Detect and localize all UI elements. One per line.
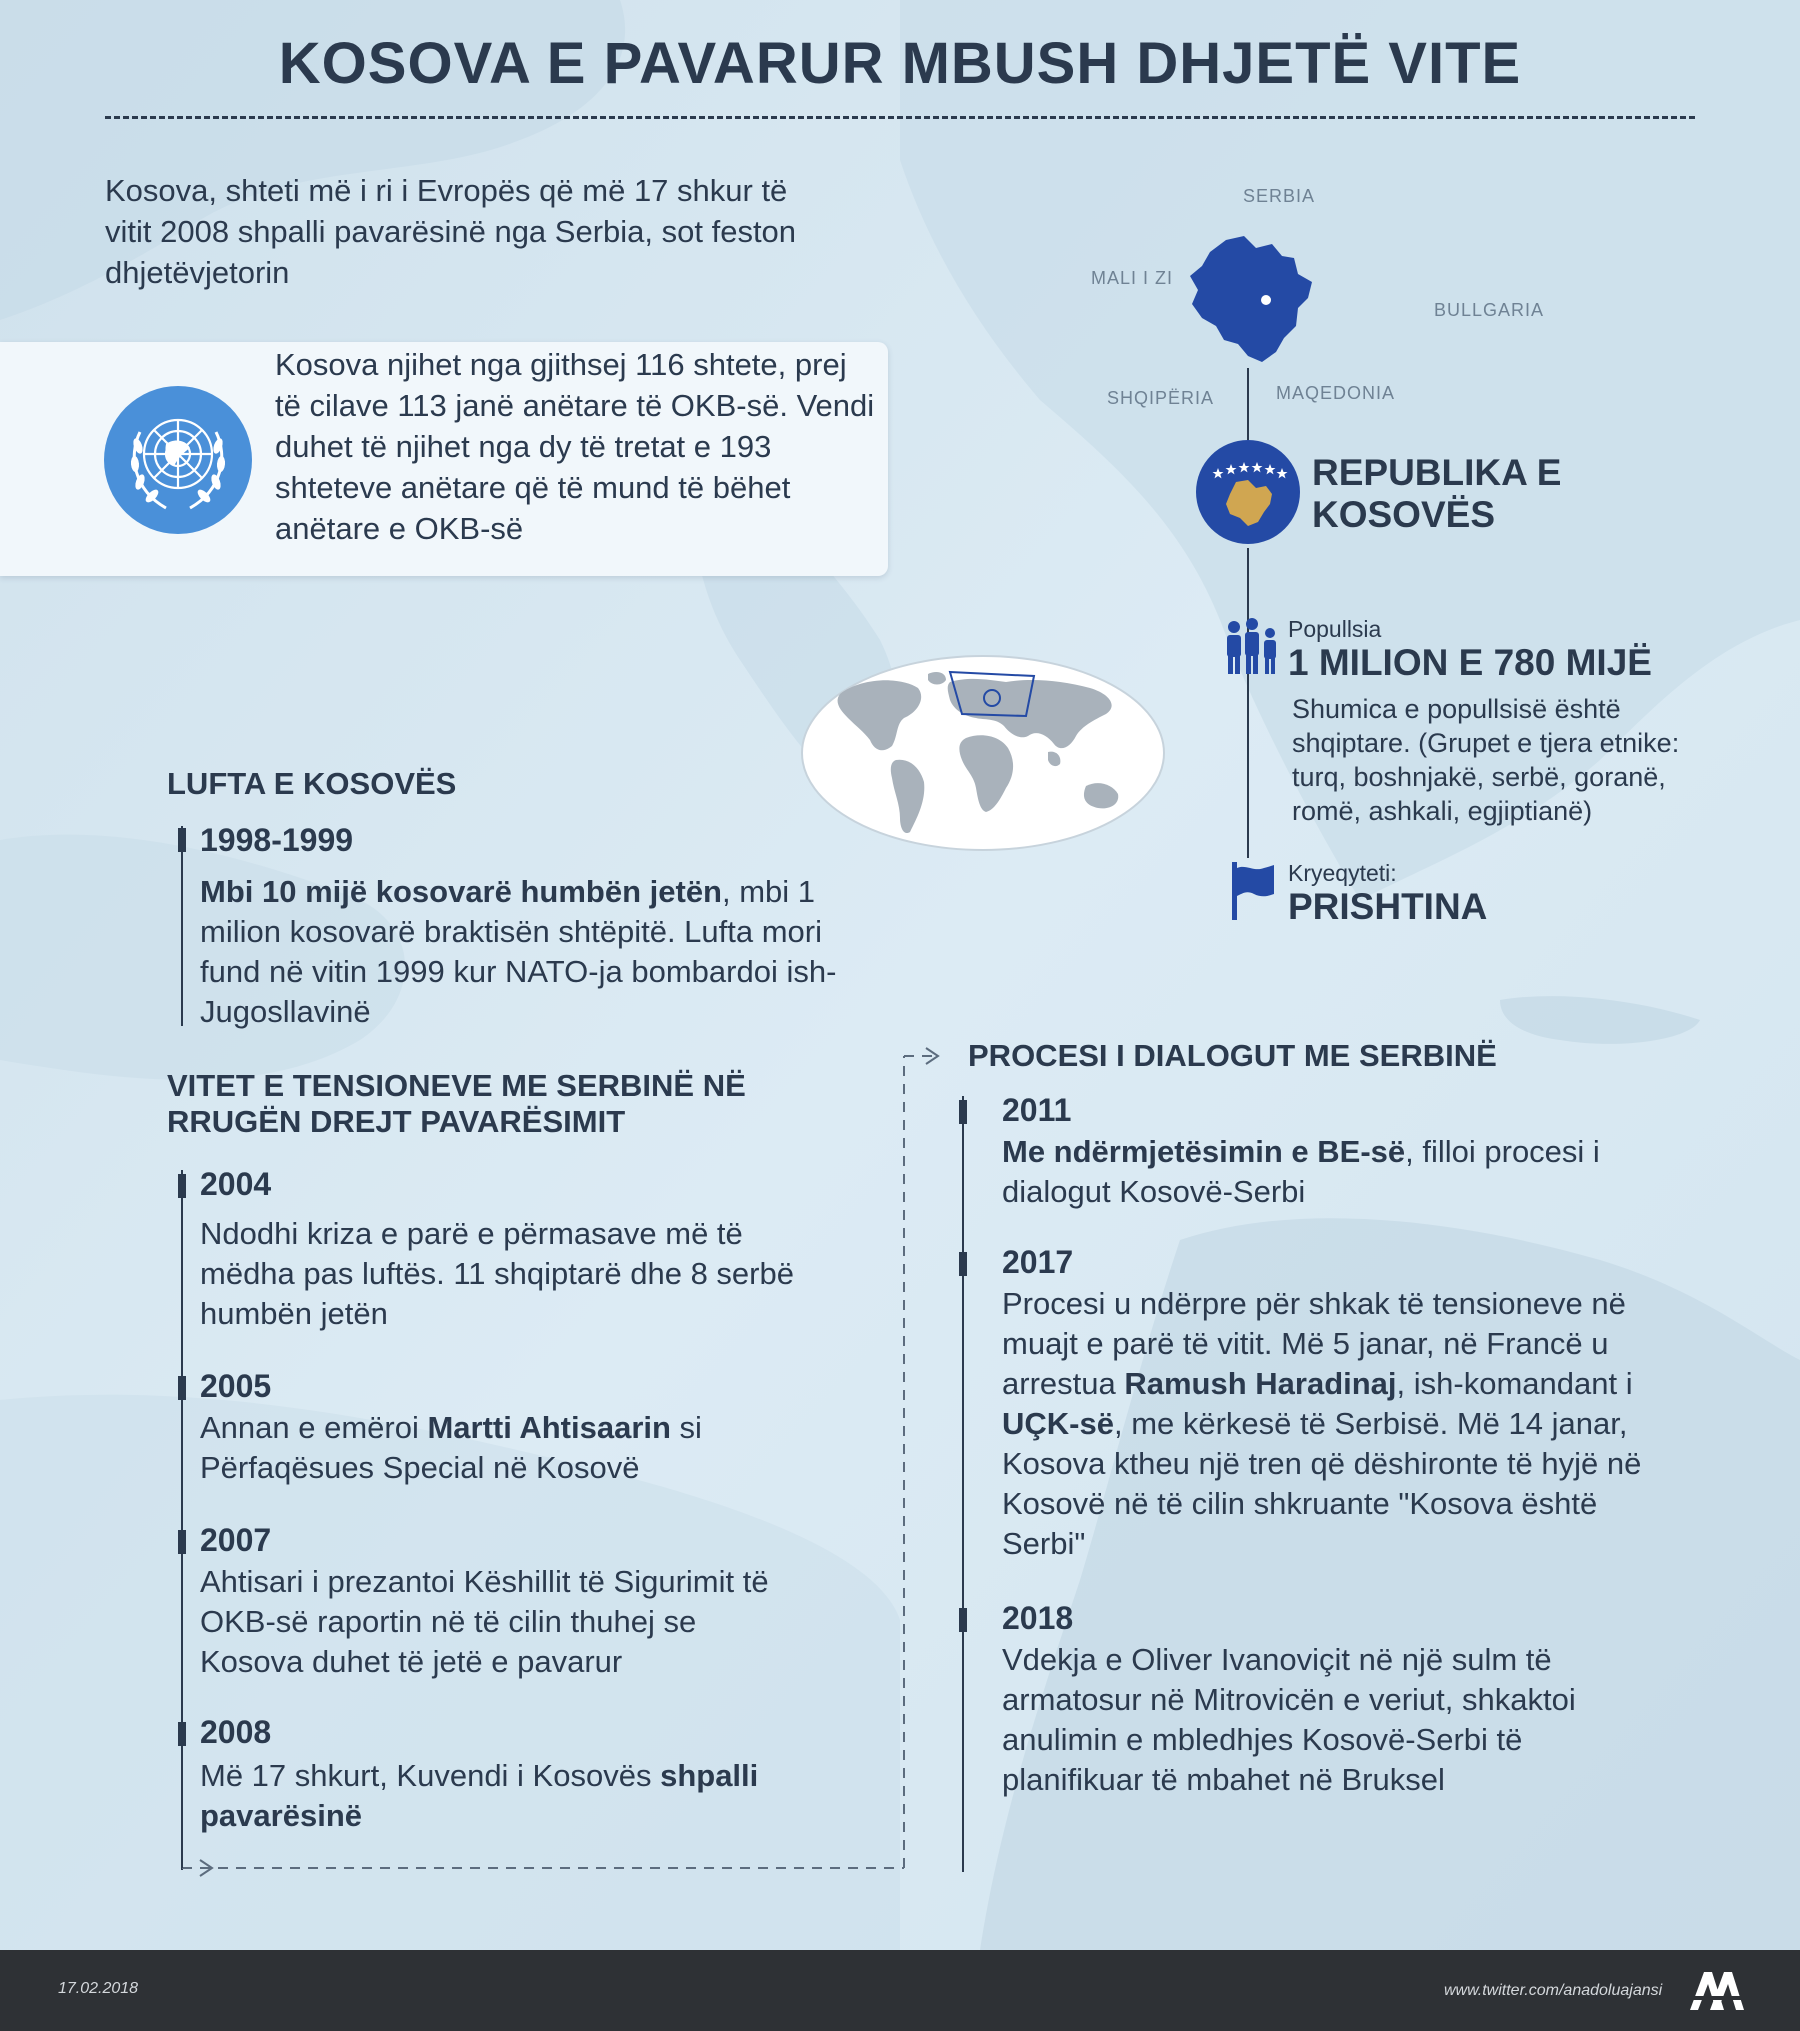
world-map-icon — [800, 654, 1166, 852]
event-2007-text: Ahtisari i prezantoi Këshillit të Sigurimit të OKB-së raportin në të cilin thuhej se Kosova duhet të jetë e pavarur — [200, 1564, 769, 1679]
flag-icon — [1230, 860, 1276, 922]
population-note: Shumica e popullsisë është shqiptare. (Grupet e tjera etnike: turq, boshnjakë, serbë, goranë, romë, ashkali, egjiptianë) — [1292, 694, 1680, 826]
timeline-marker — [959, 1100, 967, 1124]
profile-connector-bottom — [1247, 548, 1249, 858]
timeline-marker — [959, 1252, 967, 1276]
tension-heading-line1: VITET E TENSIONEVE ME SERBINË NË — [167, 1068, 746, 1103]
event-2017-text-b1: Ramush Haradinaj — [1124, 1366, 1397, 1401]
war-text — [200, 872, 840, 1032]
un-recognition-text: Kosova njihet nga gjithsej 116 shtete, prej të cilave 113 janë anëtare të OKB-së. Vendi duhet të njihet nga dy të tretat e 193 shteteve anëtare që të mund të bëhet anëtare e OKB-së — [275, 347, 875, 546]
capital-value: PRISHTINA — [1288, 886, 1488, 927]
intro-text: Kosova, shteti më i ri i Evropës që më 17 shkur të vitit 2008 shpalli pavarësinë nga Serbia, sot feston dhjetëvjetorin — [105, 173, 797, 290]
timeline-marker — [178, 828, 186, 852]
event-2005-year: 2005 — [200, 1368, 272, 1404]
event-2011-text-bold: Me ndërmjetësimin e BE-së — [1002, 1134, 1406, 1169]
war-year: 1998-1999 — [200, 822, 354, 858]
event-2008-year: 2008 — [200, 1714, 272, 1750]
event-2011-year: 2011 — [1002, 1092, 1072, 1128]
war-text-rest: , mbi 1 milion kosovarë braktisën shtëpitë. Lufta mori fund në vitin 1999 kur NATO-ja bombardoi ish-Jugosllavinë — [200, 874, 837, 1029]
event-2017-text-p3: , me kërkesë të Serbisë. Më 14 janar, Kosova ktheu një tren që dëshironte të hyjë në Kosovë në të cilin shkruante "Kosova është Serbi" — [1002, 1406, 1642, 1561]
event-2011-text — [1002, 1132, 1642, 1212]
kosovo-emblem-icon — [1196, 440, 1300, 544]
event-2018-text: Vdekja e Oliver Ivanoviçit në një sulm të armatosur në Mitrovicën e veriut, shkaktoi anulimin e mbledhjes Kosovë-Serbi të planifikuar të mbahet në Bruksel — [1002, 1642, 1576, 1797]
war-timeline-line — [181, 826, 183, 1026]
event-2005-text-post: si Përfaqësues Special në Kosovë — [200, 1410, 702, 1485]
title-divider — [105, 116, 1695, 119]
people-icon — [1224, 618, 1280, 676]
event-2007-year: 2007 — [200, 1522, 272, 1558]
anadolu-agency-logo-icon — [1688, 1968, 1746, 2012]
timeline-connector — [170, 1040, 950, 1890]
dialogue-timeline-line — [962, 1096, 964, 1872]
dialogue-heading: PROCESI I DIALOGUT ME SERBINË — [968, 1038, 1497, 1073]
event-2017-text — [1002, 1284, 1642, 1564]
map-label-shqiperia: SHQIPËRIA — [1107, 388, 1215, 408]
tension-heading-line2: RRUGËN DREJT PAVARËSIMIT — [167, 1104, 626, 1139]
event-2017-text-b2: UÇK-së — [1002, 1406, 1114, 1441]
population-value: 1 MILION E 780 MIJË — [1288, 642, 1652, 683]
kosovo-map-icon — [1186, 234, 1320, 368]
map-label-serbia: SERBIA — [1243, 186, 1316, 206]
republic-name-line2: KOSOVËS — [1312, 494, 1495, 535]
map-label-mali-i-zi: MALI I ZI — [1091, 268, 1174, 288]
event-2004-year: 2004 — [200, 1166, 272, 1202]
timeline-marker — [959, 1608, 967, 1632]
event-2017-text-p2: , ish-komandant i — [1396, 1366, 1633, 1401]
map-label-bullgaria: BULLGARIA — [1434, 300, 1545, 320]
event-2008-text-pre: Më 17 shkurt, Kuvendi i Kosovës — [200, 1758, 661, 1793]
page-title: KOSOVA E PAVARUR MBUSH DHJETË VITE — [278, 31, 1522, 96]
footer-twitter-link[interactable]: www.twitter.com/anadoluajansi — [1444, 1982, 1663, 1999]
population-label: Popullsia — [1288, 616, 1382, 642]
footer-date: 17.02.2018 — [58, 1980, 139, 1997]
event-2005-text-pre: Annan e emëroi — [200, 1410, 428, 1445]
republic-name-line1: REPUBLIKA E — [1312, 452, 1562, 493]
event-2008-text-bold: shpalli pavarësinë — [200, 1758, 759, 1833]
un-logo-icon — [104, 386, 252, 534]
republic-name — [1312, 452, 1612, 536]
map-label-maqedonia: MAQEDONIA — [1276, 383, 1396, 403]
event-2005-text-bold: Martti Ahtisaarin — [427, 1410, 671, 1445]
profile-connector-top — [1247, 368, 1249, 440]
war-text-bold: Mbi 10 mijë kosovarë humbën jetën — [200, 874, 722, 909]
capital-label: Kryeqyteti: — [1288, 860, 1397, 886]
event-2017-text-p1: Procesi u ndërpre për shkak të tensioneve në muajt e parë të vitit. Më 5 janar, në Francë u arrestua — [1002, 1286, 1626, 1401]
event-2004-text: Ndodhi kriza e parë e përmasave më të mëdha pas luftës. 11 shqiptarë dhe 8 serbë humbën jetën — [200, 1216, 794, 1331]
war-heading: LUFTA E KOSOVËS — [167, 766, 457, 801]
event-2018-year: 2018 — [1002, 1600, 1074, 1636]
event-2011-text-post: , filloi procesi i dialogut Kosovë-Serbi — [1002, 1134, 1600, 1209]
event-2017-year: 2017 — [1002, 1244, 1074, 1280]
